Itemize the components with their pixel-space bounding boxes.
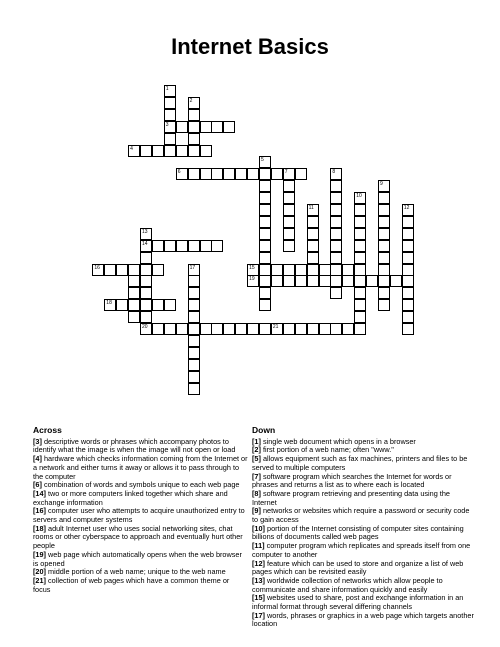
grid-cell[interactable] bbox=[295, 264, 307, 276]
clue-text: words, phrases or graphics in a web page which targets another location bbox=[252, 610, 474, 629]
grid-cell[interactable] bbox=[176, 121, 188, 133]
down-clue bbox=[252, 577, 474, 594]
cell-number: 8 bbox=[332, 169, 336, 176]
clue-text: software program which searches the Internet for words or phrases and returns a list as to where each is located bbox=[252, 471, 452, 490]
grid-cell[interactable] bbox=[259, 156, 271, 168]
grid-cell[interactable] bbox=[188, 109, 200, 121]
down-clue bbox=[252, 612, 474, 629]
clue-number: [14] bbox=[33, 488, 46, 498]
grid-cell[interactable] bbox=[390, 275, 402, 287]
grid-cell[interactable] bbox=[330, 216, 342, 228]
cell-number: 19 bbox=[249, 276, 255, 283]
clue-text: adult Internet user who uses social networking sites, chat rooms or other cyberspace to approach and eventually hurt other people bbox=[33, 523, 243, 551]
cell-number: 4 bbox=[130, 145, 133, 152]
down-clue bbox=[252, 507, 474, 524]
cell-number: 18 bbox=[106, 300, 112, 307]
grid-cell[interactable] bbox=[200, 145, 212, 157]
grid-cell[interactable] bbox=[319, 275, 331, 287]
grid-cell[interactable] bbox=[140, 275, 152, 287]
grid-cell[interactable] bbox=[188, 275, 200, 287]
down-clue bbox=[252, 525, 474, 542]
grid-cell[interactable] bbox=[378, 252, 390, 264]
cell-number: 5 bbox=[261, 157, 264, 164]
grid-cell[interactable] bbox=[330, 275, 342, 287]
grid-cell[interactable] bbox=[307, 228, 319, 240]
grid-cell[interactable] bbox=[402, 216, 414, 228]
grid-cell[interactable] bbox=[188, 97, 200, 109]
clue-text: single web document which opens in a browser bbox=[260, 436, 416, 446]
down-clue bbox=[252, 455, 474, 472]
cell-number: 12 bbox=[403, 205, 410, 211]
grid-cell[interactable] bbox=[188, 323, 200, 335]
cell-number: 16 bbox=[94, 264, 100, 271]
grid-cell[interactable] bbox=[354, 216, 366, 228]
grid-cell[interactable] bbox=[116, 264, 128, 276]
grid-cell[interactable] bbox=[259, 323, 271, 335]
grid-cell[interactable] bbox=[188, 168, 200, 180]
clue-text: two or more computers linked together which share and exchange information bbox=[33, 488, 228, 507]
grid-cell[interactable] bbox=[164, 109, 176, 121]
grid-cell[interactable] bbox=[307, 240, 319, 252]
grid-cell[interactable] bbox=[164, 85, 176, 97]
grid-cell[interactable] bbox=[223, 121, 235, 133]
grid-cell[interactable] bbox=[354, 252, 366, 264]
grid-cell[interactable] bbox=[402, 264, 414, 276]
cell-number: 9 bbox=[380, 181, 383, 188]
grid-cell[interactable] bbox=[259, 192, 271, 204]
cell-number: 17 bbox=[189, 264, 196, 271]
grid-cell[interactable] bbox=[259, 240, 271, 252]
grid-cell[interactable] bbox=[140, 252, 152, 264]
grid-cell[interactable] bbox=[200, 323, 212, 335]
clue-text: first portion of a web name; often "www." bbox=[260, 445, 394, 455]
grid-cell[interactable] bbox=[140, 228, 152, 240]
grid-cell[interactable] bbox=[295, 323, 307, 335]
grid-cell[interactable] bbox=[152, 240, 164, 252]
grid-cell[interactable] bbox=[188, 145, 200, 157]
grid-cell[interactable] bbox=[378, 264, 390, 276]
grid-cell[interactable] bbox=[319, 264, 331, 276]
grid-cell[interactable] bbox=[188, 359, 200, 371]
clue-number: [15] bbox=[252, 593, 265, 603]
clue-number: [17] bbox=[252, 610, 265, 620]
grid-cell[interactable] bbox=[283, 192, 295, 204]
clue-number: [3] bbox=[33, 436, 42, 446]
grid-cell[interactable] bbox=[247, 264, 259, 276]
down-clue bbox=[252, 473, 474, 490]
clue-text: computer program which replicates and spreads itself from one computer to another bbox=[252, 541, 471, 559]
grid-cell[interactable] bbox=[271, 275, 283, 287]
cell-number: 7 bbox=[284, 169, 288, 176]
grid-cell[interactable] bbox=[342, 275, 354, 287]
grid-cell[interactable] bbox=[188, 347, 200, 359]
grid-cell[interactable] bbox=[235, 168, 247, 180]
grid-cell[interactable] bbox=[330, 264, 342, 276]
grid-cell[interactable] bbox=[271, 323, 283, 335]
grid-cell[interactable] bbox=[223, 323, 235, 335]
grid-cell[interactable] bbox=[140, 264, 152, 276]
clue-number: [20] bbox=[33, 567, 46, 577]
across-clue bbox=[33, 577, 248, 594]
clue-text: websites used to share, post and exchange information in an informal format through several differing channels bbox=[252, 593, 464, 612]
clue-text: middle portion of a web name; unique to the web name bbox=[45, 567, 226, 577]
grid-cell[interactable] bbox=[342, 264, 354, 276]
grid-cell[interactable] bbox=[164, 97, 176, 109]
clue-text: feature which can be used to store and organize a list of web pages which can be revisited easily bbox=[252, 558, 464, 577]
clue-number: [11] bbox=[252, 541, 265, 551]
clue-number: [18] bbox=[33, 523, 46, 533]
grid-cell[interactable] bbox=[128, 264, 140, 276]
grid-cell[interactable] bbox=[330, 323, 342, 335]
grid-cell[interactable] bbox=[307, 264, 319, 276]
across-clue bbox=[33, 507, 248, 524]
cell-number: 3 bbox=[165, 121, 169, 128]
grid-cell[interactable] bbox=[152, 264, 164, 276]
grid-cell[interactable] bbox=[402, 228, 414, 240]
grid-cell[interactable] bbox=[295, 168, 307, 180]
grid-cell[interactable] bbox=[283, 275, 295, 287]
grid-cell[interactable] bbox=[354, 311, 366, 323]
clue-text: descriptive words or phrases which accompany photos to identify what the image is when the image will not open or load bbox=[33, 436, 236, 455]
cell-number: 10 bbox=[356, 193, 362, 200]
across-clue bbox=[33, 438, 248, 455]
across-clue bbox=[33, 525, 248, 551]
grid-cell[interactable] bbox=[354, 323, 366, 335]
down-clue bbox=[252, 490, 474, 507]
grid-cell[interactable] bbox=[140, 323, 152, 335]
grid-cell[interactable] bbox=[259, 180, 271, 192]
grid-cell[interactable] bbox=[330, 168, 342, 180]
cell-number: 21 bbox=[272, 324, 279, 330]
grid-cell[interactable] bbox=[116, 299, 128, 311]
grid-cell[interactable] bbox=[330, 287, 342, 299]
grid-cell[interactable] bbox=[259, 204, 271, 216]
grid-cell[interactable] bbox=[104, 299, 116, 311]
grid-cell[interactable] bbox=[330, 180, 342, 192]
cell-number: 1 bbox=[165, 86, 169, 92]
down-clues bbox=[252, 426, 474, 629]
grid-cell[interactable] bbox=[354, 192, 366, 204]
grid-cell[interactable] bbox=[128, 311, 140, 323]
down-clue bbox=[252, 560, 474, 577]
clue-text: collection of web pages which have a common theme or focus bbox=[33, 575, 230, 594]
grid-cell[interactable] bbox=[259, 252, 271, 264]
down-heading: Down bbox=[252, 425, 276, 435]
grid-cell[interactable] bbox=[259, 299, 271, 311]
grid-cell[interactable] bbox=[378, 180, 390, 192]
grid-cell[interactable] bbox=[247, 275, 259, 287]
clue-text: software program retrieving and presenting data using the Internet bbox=[252, 488, 450, 507]
clue-number: [6] bbox=[33, 480, 42, 490]
grid-cell[interactable] bbox=[330, 228, 342, 240]
grid-cell[interactable] bbox=[176, 323, 188, 335]
grid-cell[interactable] bbox=[211, 240, 223, 252]
grid-cell[interactable] bbox=[140, 299, 152, 311]
grid-cell[interactable] bbox=[200, 121, 212, 133]
grid-cell[interactable] bbox=[259, 228, 271, 240]
clue-number: [2] bbox=[252, 445, 261, 455]
grid-cell[interactable] bbox=[164, 133, 176, 145]
clue-number: [12] bbox=[252, 558, 265, 568]
grid-cell[interactable] bbox=[188, 121, 200, 133]
clue-number: [8] bbox=[252, 488, 261, 498]
grid-cell[interactable] bbox=[188, 383, 200, 395]
grid-cell[interactable] bbox=[402, 252, 414, 264]
grid-cell[interactable] bbox=[188, 311, 200, 323]
grid-cell[interactable] bbox=[342, 323, 354, 335]
across-heading: Across bbox=[33, 425, 62, 435]
grid-cell[interactable] bbox=[378, 299, 390, 311]
clue-text: portion of the Internet consisting of computer sites containing billions of documents called web pages bbox=[252, 523, 464, 542]
grid-cell[interactable] bbox=[104, 264, 116, 276]
grid-cell[interactable] bbox=[283, 168, 295, 180]
grid-cell[interactable] bbox=[128, 287, 140, 299]
grid-cell[interactable] bbox=[366, 275, 378, 287]
grid-cell[interactable] bbox=[354, 287, 366, 299]
clue-text: computer user who attempts to acquire unauthorized entry to servers and computer systems bbox=[33, 506, 245, 525]
clue-number: [16] bbox=[33, 506, 46, 516]
grid-cell[interactable] bbox=[235, 323, 247, 335]
grid-cell[interactable] bbox=[128, 145, 140, 157]
clue-number: [1] bbox=[252, 436, 261, 446]
grid-cell[interactable] bbox=[259, 264, 271, 276]
grid-cell[interactable] bbox=[271, 264, 283, 276]
clue-text: allows equipment such as fax machines, printers and files to be served to multiple computers bbox=[252, 454, 468, 472]
cell-number: 14 bbox=[142, 240, 148, 247]
grid-cell[interactable] bbox=[378, 204, 390, 216]
grid-cell[interactable] bbox=[307, 204, 319, 216]
grid-cell[interactable] bbox=[128, 299, 140, 311]
grid-cell[interactable] bbox=[402, 204, 414, 216]
grid-cell[interactable] bbox=[164, 299, 176, 311]
grid-cell[interactable] bbox=[378, 287, 390, 299]
grid-cell[interactable] bbox=[188, 240, 200, 252]
clue-number: [10] bbox=[252, 523, 265, 533]
grid-cell[interactable] bbox=[283, 204, 295, 216]
grid-cell[interactable] bbox=[247, 168, 259, 180]
grid-cell[interactable] bbox=[402, 240, 414, 252]
grid-cell[interactable] bbox=[283, 228, 295, 240]
across-clues bbox=[33, 426, 248, 594]
clue-text: worldwide collection of networks which allow people to communicate and share information quickly and easily bbox=[252, 575, 443, 594]
grid-cell[interactable] bbox=[140, 240, 152, 252]
grid-cell[interactable] bbox=[176, 168, 188, 180]
grid-cell[interactable] bbox=[307, 216, 319, 228]
grid-cell[interactable] bbox=[330, 240, 342, 252]
grid-cell[interactable] bbox=[378, 228, 390, 240]
grid-cell[interactable] bbox=[354, 275, 366, 287]
clue-number: [13] bbox=[252, 575, 265, 585]
clue-number: [9] bbox=[252, 506, 261, 516]
grid-cell[interactable] bbox=[176, 240, 188, 252]
grid-cell[interactable] bbox=[211, 168, 223, 180]
grid-cell[interactable] bbox=[402, 275, 414, 287]
clue-number: [19] bbox=[33, 549, 46, 559]
grid-cell[interactable] bbox=[307, 275, 319, 287]
cell-number: 2 bbox=[189, 97, 193, 104]
grid-cell[interactable] bbox=[200, 240, 212, 252]
grid-cell[interactable] bbox=[307, 252, 319, 264]
grid-cell[interactable] bbox=[330, 252, 342, 264]
grid-cell[interactable] bbox=[354, 299, 366, 311]
grid-cell[interactable] bbox=[164, 323, 176, 335]
clue-text: combination of words and symbols unique to each web page bbox=[41, 480, 240, 490]
grid-cell[interactable] bbox=[283, 323, 295, 335]
grid-cell[interactable] bbox=[188, 133, 200, 145]
grid-cell[interactable] bbox=[188, 264, 200, 276]
grid-cell[interactable] bbox=[378, 240, 390, 252]
cell-number: 20 bbox=[142, 324, 148, 330]
cell-number: 6 bbox=[177, 169, 181, 176]
across-clue bbox=[33, 455, 248, 481]
grid-cell[interactable] bbox=[259, 168, 271, 180]
grid-cell[interactable] bbox=[283, 240, 295, 252]
grid-cell[interactable] bbox=[223, 168, 235, 180]
grid-cell[interactable] bbox=[128, 275, 140, 287]
grid-cell[interactable] bbox=[188, 287, 200, 299]
clue-number: [5] bbox=[252, 454, 261, 464]
cell-number: 15 bbox=[249, 264, 255, 271]
grid-cell[interactable] bbox=[211, 323, 223, 335]
grid-cell[interactable] bbox=[188, 335, 200, 347]
grid-cell[interactable] bbox=[378, 192, 390, 204]
grid-cell[interactable] bbox=[164, 121, 176, 133]
across-clue bbox=[33, 551, 248, 568]
grid-cell[interactable] bbox=[152, 299, 164, 311]
down-clue bbox=[252, 542, 474, 559]
grid-cell[interactable] bbox=[211, 121, 223, 133]
grid-cell[interactable] bbox=[259, 287, 271, 299]
across-clue bbox=[33, 490, 248, 507]
grid-cell[interactable] bbox=[354, 228, 366, 240]
clue-number: [21] bbox=[33, 575, 46, 585]
grid-cell[interactable] bbox=[330, 204, 342, 216]
grid-cell[interactable] bbox=[378, 216, 390, 228]
grid-cell[interactable] bbox=[402, 311, 414, 323]
grid-cell[interactable] bbox=[259, 275, 271, 287]
puzzle-title: Internet Basics bbox=[171, 34, 329, 59]
clue-number: [7] bbox=[252, 471, 261, 481]
grid-cell[interactable] bbox=[283, 216, 295, 228]
grid-cell[interactable] bbox=[354, 240, 366, 252]
grid-cell[interactable] bbox=[271, 168, 283, 180]
grid-cell[interactable] bbox=[188, 299, 200, 311]
grid-cell[interactable] bbox=[247, 323, 259, 335]
grid-cell[interactable] bbox=[200, 168, 212, 180]
grid-cell[interactable] bbox=[354, 264, 366, 276]
grid-cell[interactable] bbox=[164, 240, 176, 252]
grid-cell[interactable] bbox=[402, 323, 414, 335]
grid-cell[interactable] bbox=[259, 216, 271, 228]
grid-cell[interactable] bbox=[140, 311, 152, 323]
grid-cell[interactable] bbox=[283, 180, 295, 192]
grid-cell[interactable] bbox=[295, 275, 307, 287]
clue-text: hardware which checks information coming from the Internet or a network and either turns it away or allows it to pass through to the computer bbox=[33, 454, 248, 481]
grid-cell[interactable] bbox=[188, 371, 200, 383]
clue-text: networks or websites which require a password or security code to gain access bbox=[252, 506, 470, 525]
grid-cell[interactable] bbox=[152, 323, 164, 335]
grid-cell[interactable] bbox=[378, 275, 390, 287]
grid-cell[interactable] bbox=[140, 287, 152, 299]
grid-cell[interactable] bbox=[319, 323, 331, 335]
cell-number: 13 bbox=[142, 228, 148, 235]
grid-cell[interactable] bbox=[330, 192, 342, 204]
grid-cell[interactable] bbox=[283, 264, 295, 276]
grid-cell[interactable] bbox=[402, 287, 414, 299]
grid-cell[interactable] bbox=[176, 145, 188, 157]
cell-number: 11 bbox=[308, 205, 314, 211]
grid-cell[interactable] bbox=[164, 145, 176, 157]
grid-cell[interactable] bbox=[152, 145, 164, 157]
grid-cell[interactable] bbox=[354, 204, 366, 216]
grid-cell[interactable] bbox=[307, 323, 319, 335]
down-clue bbox=[252, 594, 474, 611]
grid-cell[interactable] bbox=[92, 264, 104, 276]
grid-cell[interactable] bbox=[140, 145, 152, 157]
clue-text: web page which automatically opens when the web browser is opened bbox=[33, 549, 242, 568]
grid-cell[interactable] bbox=[402, 299, 414, 311]
clue-number: [4] bbox=[33, 454, 42, 464]
